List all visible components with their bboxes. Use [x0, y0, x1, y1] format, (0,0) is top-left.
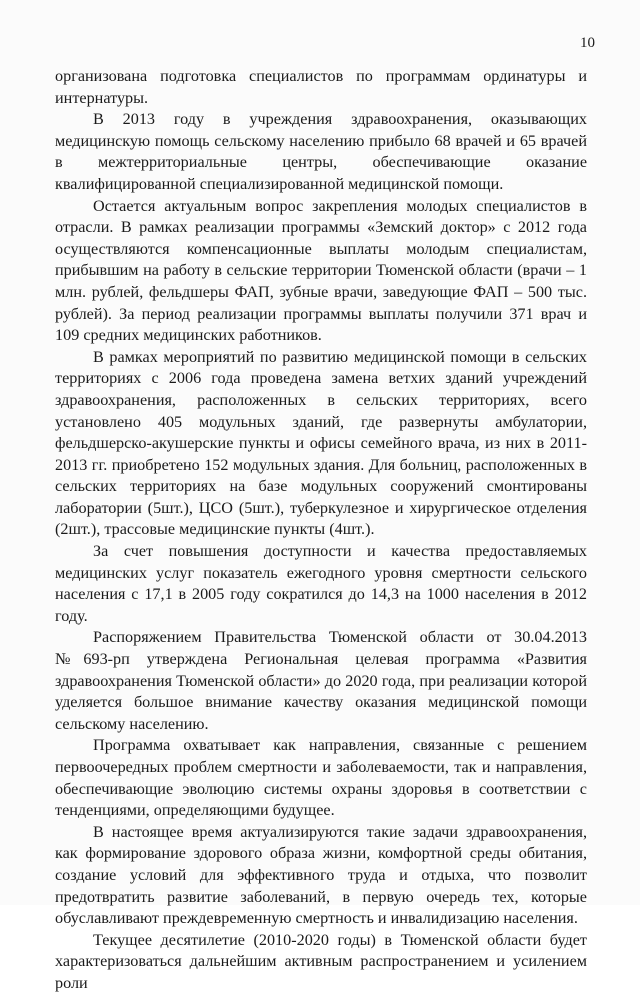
paragraph-current-decade: Текущее десятилетие (2010-2020 годы) в Тюменской области будет характеризоваться дальнейшим активным распространением и усилением роли — [55, 930, 587, 992]
paragraph-healthcare-tasks: В настоящее время актуализируются такие задачи здравоохранения, как формирование здорового образа жизни, комфортной среды обитания, создание условий для эффективного труда и отдыха, что позволит предотвратить развитие заболеваний, в первую очередь тех, которые обуславливают преждевременную смертность и инвалидизацию населения. — [55, 822, 587, 928]
paragraph-mortality-rate: За счет повышения доступности и качества предоставляемых медицинских услуг показатель ежегодного уровня смертности сельского населения с 17,1 в 2005 году сократился до 14,3 на 1000 населения в 2012 году. — [55, 542, 587, 625]
paragraph-regional-program: Распоряжением Правительства Тюменской области от 30.04.2013 №693-рп утверждена Региональная целевая программа «Развития здравоохранения Тюменской области» до 2020 года, при реализации которой уделяется большое внимание качеству оказания медицинской помощи сельскому населению. — [55, 628, 587, 733]
paragraph-continuation: организована подготовка специалистов по программам ординатуры и интернатуры. — [55, 67, 587, 107]
page-number: 10 — [580, 35, 595, 51]
page-body — [55, 66, 587, 995]
paragraph-modular-buildings: В рамках мероприятий по развитию медицинской помощи в сельских территориях с 2006 года проведена замена ветхих зданий учреждений здравоохранения, расположенных в сельских территориях, всего установлено 405 модульных зданий, где развернуты амбулатории, фельдшерско-акушерские пункты и офисы семейного врача, из них в 2011-2013 гг. приобретено 152 модульных здания. Для больниц, расположенных в сельских территориях на базе модульных сооружений смонтированы лаборатории (5шт.), ЦСО (5шт.), туберкулезное и хирургическое отделения (2шт.), трассовые медицинские пункты (4шт.). — [55, 347, 587, 539]
paragraph-specialists-arrival: В 2013 году в учреждения здравоохранения, оказывающих медицинскую помощь сельскому населению прибыло 68 врачей и 65 врачей в межтерриториальные центры, обеспечивающие оказание квалифицированной специализированной медицинской помощи. — [55, 110, 587, 193]
paragraph-program-scope: Программа охватывает как направления, связанные с решением первоочередных проблем смертности и заболеваемости, так и направления, обеспечивающие эволюцию системы охраны здоровья в соответствии с тенденциями, определяющими будущее. — [55, 736, 587, 820]
paragraph-zemsky-doctor: Остается актуальным вопрос закрепления молодых специалистов в отрасли. В рамках реализации программы «Земский доктор» с 2012 года осуществляются компенсационные выплаты молодым специалистам, прибывшим на работу в сельские территории Тюменской области (врачи – 1 млн. рублей, фельдшеры ФАП, зубные врачи, заведующие ФАП – 500 тыс. рублей). За период реализации программы выплаты получили 371 врач и 109 средних медицинских работников. — [55, 196, 587, 345]
